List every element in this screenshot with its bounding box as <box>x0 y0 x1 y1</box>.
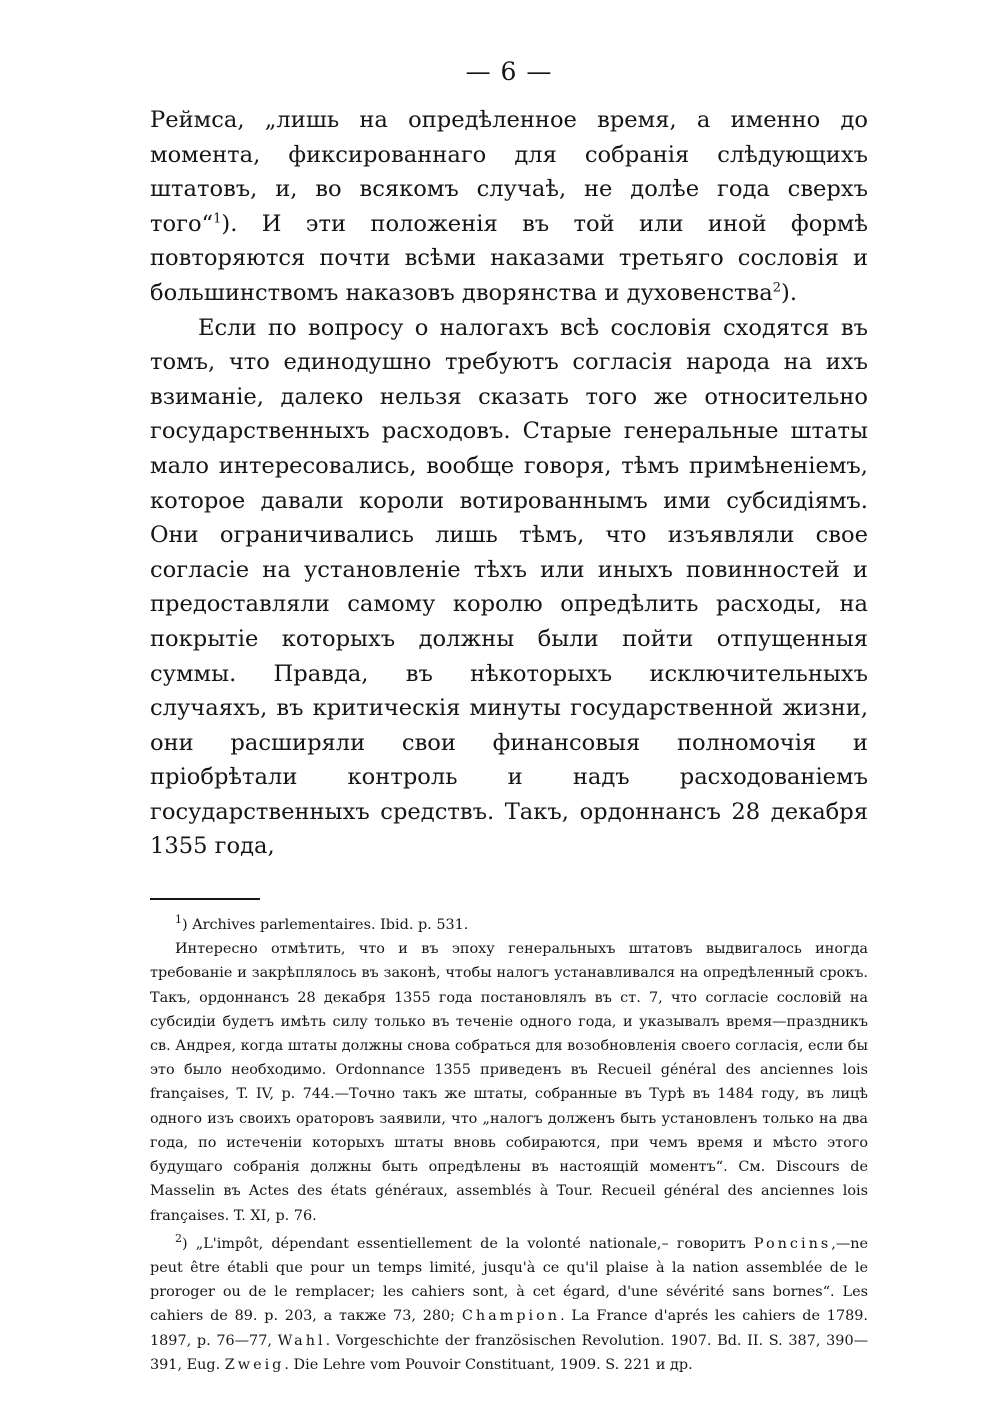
footnote-2-part-1: ) „L'impôt, dépendant essentiellement de la volonté nationale,– говоритъ <box>182 1235 754 1252</box>
footnote-2-author-zweig: Zweig <box>224 1356 285 1373</box>
footnote-1-marker: 1 <box>175 913 182 927</box>
footnote-2-part-3: . La France d'aprés les cahiers de 1789. 1897, p. 76—77, <box>150 1308 868 1349</box>
page-number: — 6 — <box>465 57 553 86</box>
footnotes <box>150 913 868 1377</box>
main-text <box>150 103 868 864</box>
book-page <box>150 55 868 1377</box>
footnote-1-first-line: ) Archives parlementaires. Ibid. p. 531. <box>182 917 469 934</box>
footnote-ref-1: 1 <box>213 211 222 227</box>
footnote-divider <box>150 898 260 900</box>
footnote-2 <box>150 1232 868 1377</box>
footnote-2-marker: 2 <box>175 1231 182 1245</box>
paragraph-1-text-a: Реймса, „лишь на опредѣленное время, а именно до момента, фиксированнаго для собранія слѣдующихъ штатовъ, и, во всякомъ случаѣ, не долѣе года сверхъ того“ <box>150 107 868 237</box>
paragraph-1-text-c: ). <box>781 279 798 306</box>
footnote-2-author-champion: Champion <box>461 1308 561 1325</box>
paragraph-1 <box>150 103 868 311</box>
paragraph-1-text-b: ). И эти положенія въ той или иной формѣ повторяются почти всѣми наказами третьяго сословія и большинствомъ наказовъ дворянства и духовенства <box>150 210 868 306</box>
footnote-2-part-4: . Vorgeschichte der französischen Revolution. 1907. Bd. II. S. 387, 390—391, Eug. <box>150 1332 868 1373</box>
footnote-1-heading <box>150 913 868 937</box>
footnote-2-author-wahl: Wahl <box>277 1332 326 1349</box>
footnote-2-author-poncins: Poncins <box>753 1235 832 1252</box>
footnote-ref-2: 2 <box>772 280 782 296</box>
footnote-2-part-2: ,—ne peut être établi que pour un temps limité, jusqu'à ce qu'il plaise à la nation assemblée de le proroger ou de le remplacer; les cahiers sont, à cet égard, d'une sévérité sans bornes“. Les cahiers de 89. p. 203, а также 73, 280; <box>150 1235 868 1325</box>
footnote-1-body: Интересно отмѣтить, что и въ эпоху генеральныхъ штатовъ выдвигалось иногда требованіе и закрѣплялось въ законѣ, чтобы налогъ устанавливался на опредѣленный срокъ. Такъ, ордоннансъ 28 декабря 1355 года постановлялъ въ ст. 7, что согласіе сословій на субсидіи будетъ имѣть силу только въ теченіе одного года, и указывалъ время—праздникъ св. Андрея, когда штаты должны снова собраться для возобновленія своего согласія, если бы это было необходимо. Ordonnance 1355 приведенъ въ Recueil général des anciennes lois françaises, T. IV, p. 744.—Точно такъ же штаты, собранные въ Турѣ въ 1484 году, въ лицѣ одного изъ своихъ ораторовъ заявили, что „налогъ долженъ быть установленъ только на два года, по истеченіи которыхъ штаты вновь собираются, при чемъ время и мѣсто этого будущаго собранія должны быть опредѣлены въ настоящій моментъ“. См. Discours de Masselin въ Actes des états généraux, assemblés à Tour. Recueil général des anciennes lois françaises. T. XI, p. 76. <box>150 941 868 1224</box>
paragraph-2: Если по вопросу о налогахъ всѣ сословія сходятся въ томъ, что единодушно требуютъ согласія народа на ихъ взиманіе, далеко нельзя сказать того же относительно государственныхъ расходовъ. Старые генеральные штаты мало интересовались, вообще говоря, тѣмъ примѣненіемъ, которое давали короли вотированнымъ ими субсидіямъ. Они ограничивались лишь тѣмъ, что изъявляли свое согласіе на установленіе тѣхъ или иныхъ повинностей и предоставляли самому королю опредѣлить расходы, на покрытіе которыхъ должны были пойти отпущенныя суммы. Правда, въ нѣкоторыхъ исключительныхъ случаяхъ, въ критическія минуты государственной жизни, они расширяли свои финансовыя полномочія и пріобрѣтали контроль и надъ расходованіемъ государственныхъ средствъ. Такъ, ордоннансъ 28 декабря 1355 года, <box>150 314 868 860</box>
footnote-2-part-5: . Die Lehre vom Pouvoir Constituant, 1909. S. 221 и др. <box>284 1356 693 1373</box>
